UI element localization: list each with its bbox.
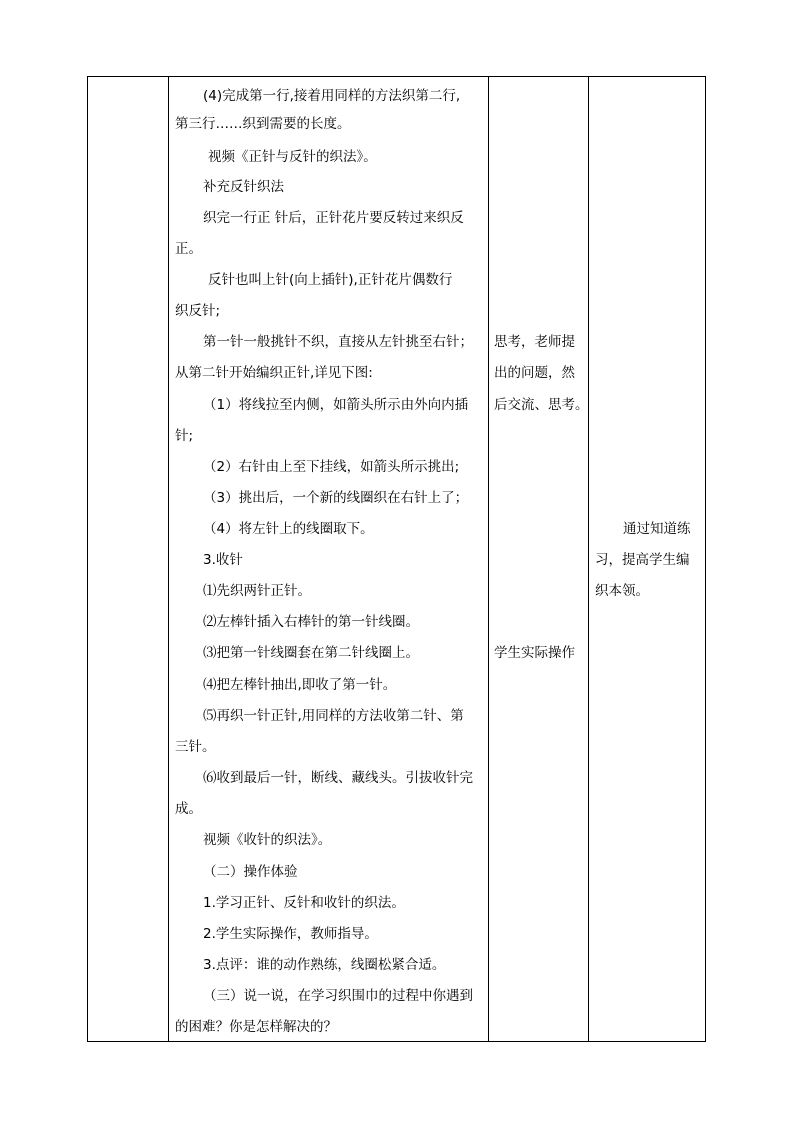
text-line: 3.收针 [203,552,243,568]
intent-text-line: 织本领。 [595,583,649,599]
design-intent-cell [588,77,705,1041]
student-activity-cell [488,77,588,1041]
text-line: 的困难？你是怎样解决的？ [175,1019,337,1035]
text-line: （三）说一说，在学习织围巾的过程中你遇到 [203,988,473,1004]
text-line: 2.学生实际操作，教师指导。 [203,926,378,942]
text-line: (4)完成第一行,接着用同样的方法织第二行, [203,88,461,104]
student-practice-text: 学生实际操作 [494,645,575,661]
first-column-cell [88,77,168,1041]
text-line: ⑷把左棒针抽出,即收了第一针。 [203,677,397,693]
text-line: ⑴先织两针正针。 [203,583,311,599]
text-line: （二）操作体验 [203,864,298,880]
text-line: 3.点评：谁的动作熟练，线圈松紧合适。 [203,957,446,973]
text-line: 第一针一般挑针不织，直接从左针挑至右针； [203,334,473,350]
teaching-process-cell [168,77,488,1041]
text-line: 视频《正针与反针的织法》。 [208,149,377,165]
student-text-line: 出的问题，然 [494,365,575,381]
student-text-line: 后交流、思考。 [494,397,589,413]
text-line: 从第二针开始编织正针,详见下图: [175,365,373,381]
text-line: 织反针; [175,303,221,319]
text-line: 反针也叫上针(向上插针),正针花片偶数行 [208,272,453,288]
text-line: （4）将左针上的线圈取下。 [203,521,374,537]
text-line: 补充反针织法 [203,179,284,195]
intent-text-line: 习，提高学生编 [595,552,690,568]
text-line: 1.学习正针、反针和收针的织法。 [203,895,405,911]
text-line: （1）将线拉至内侧，如箭头所示由外向内插 [203,397,469,413]
text-line: ⑵左棒针插入右棒针的第一针线圈。 [203,614,419,630]
text-line: 第三行……织到需要的长度。 [175,116,351,132]
text-line: 成。 [175,801,202,817]
text-line: （2）右针由上至下挂线，如箭头所示挑出; [203,459,460,475]
text-line: 视频《收针的织法》。 [203,832,332,848]
text-line: （3）挑出后，一个新的线圈织在右针上了； [203,490,469,506]
text-line: 织完一行正 针后，正针花片要反转过来织反 [203,210,464,226]
text-line: ⑸再织一针正针,用同样的方法收第二针、第 [203,708,464,724]
text-line: ⑶把第一针线圈套在第二针线圈上。 [203,645,419,661]
text-line: 三针。 [175,739,216,755]
student-text-line: 思考，老师提 [494,334,575,350]
intent-text-line: 通过知道练 [623,521,691,537]
text-line: ⑹收到最后一针，断线、藏线头。引拔收针完 [203,770,473,786]
text-line: 针; [175,428,194,444]
text-line: 正。 [175,241,202,257]
lesson-table [87,76,706,1042]
